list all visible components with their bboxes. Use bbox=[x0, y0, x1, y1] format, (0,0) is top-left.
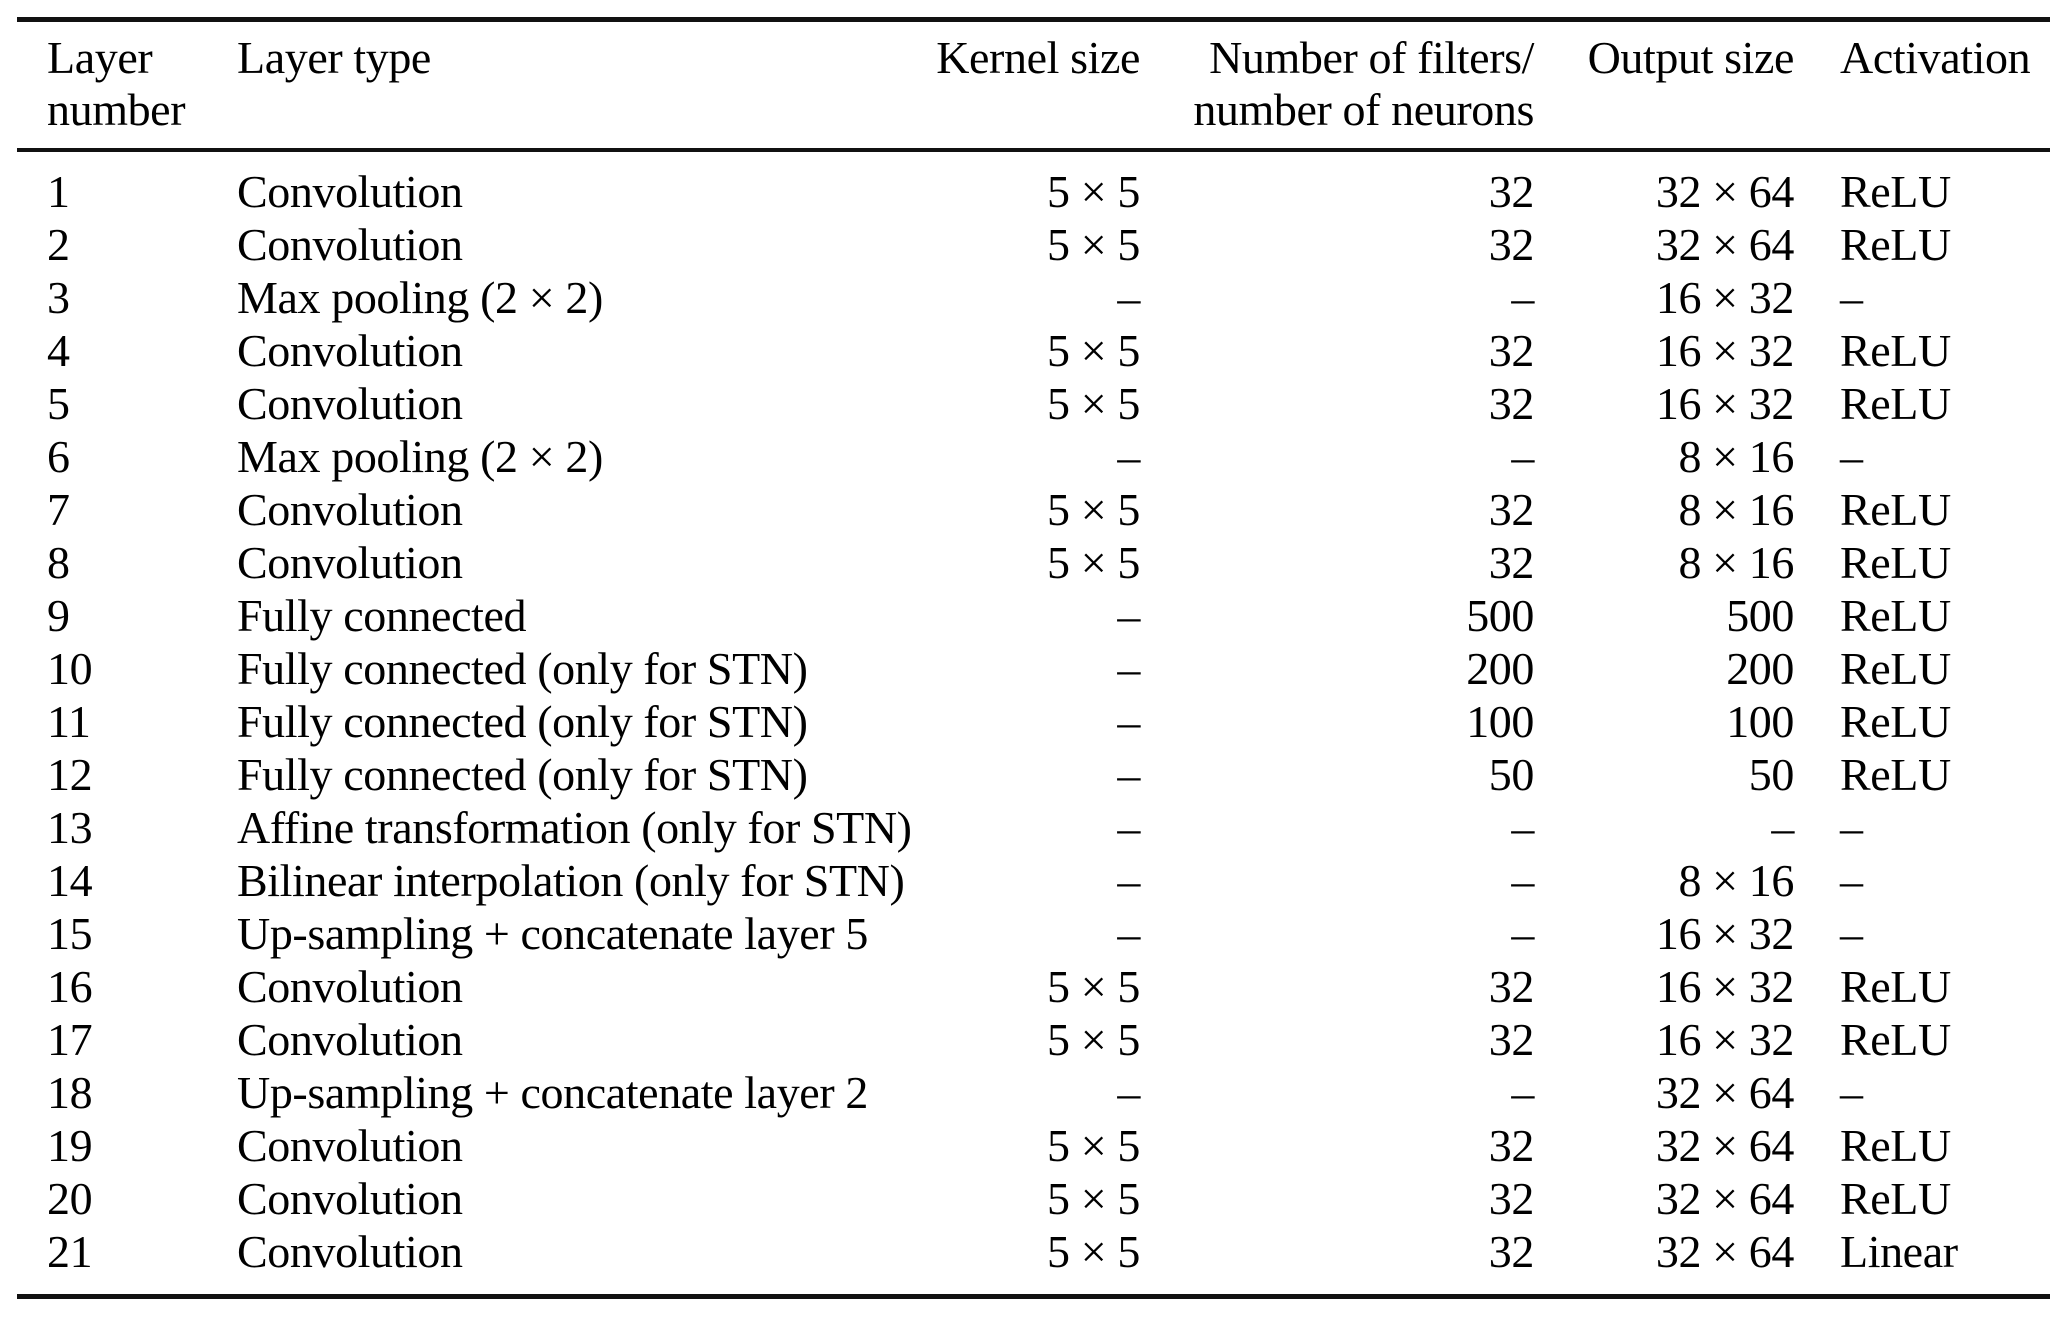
cell-num-filters: – bbox=[1511, 272, 1534, 323]
cell-num-filters: 32 bbox=[1488, 484, 1534, 535]
cell-layer-number: 7 bbox=[47, 484, 70, 535]
cell-output-size: 100 bbox=[1726, 696, 1794, 747]
column-header-num-filters bbox=[1140, 20, 1534, 151]
cell-activation: – bbox=[1840, 1067, 1863, 1118]
column-header-layer-number bbox=[17, 20, 237, 151]
cell-layer-type: Fully connected (only for STN) bbox=[237, 749, 808, 800]
cell-layer-type: Convolution bbox=[237, 378, 463, 429]
cell-activation: ReLU bbox=[1840, 643, 1951, 694]
cell-layer-type: Convolution bbox=[237, 166, 463, 217]
cell-layer-type: Convolution bbox=[237, 1014, 463, 1065]
cell-layer-number: 4 bbox=[47, 325, 70, 376]
cell-activation: ReLU bbox=[1840, 749, 1951, 800]
cell-kernel-size: – bbox=[1117, 272, 1140, 323]
cell-kernel-size: – bbox=[1117, 590, 1140, 641]
table-row bbox=[17, 377, 2050, 430]
cell-num-filters: 32 bbox=[1488, 378, 1534, 429]
cell-activation: – bbox=[1840, 802, 1863, 853]
cell-num-filters: 32 bbox=[1488, 219, 1534, 270]
cell-kernel-size: 5 × 5 bbox=[1047, 1120, 1140, 1171]
cell-activation: ReLU bbox=[1840, 537, 1951, 588]
cell-activation: ReLU bbox=[1840, 378, 1951, 429]
table-row bbox=[17, 801, 2050, 854]
cell-kernel-size: 5 × 5 bbox=[1047, 219, 1140, 270]
cell-activation: – bbox=[1840, 855, 1863, 906]
column-header-output-size bbox=[1534, 20, 1794, 151]
cell-activation: ReLU bbox=[1840, 325, 1951, 376]
cell-activation: ReLU bbox=[1840, 166, 1951, 217]
column-header-layer-type bbox=[237, 20, 900, 151]
table-row bbox=[17, 1013, 2050, 1066]
table-row bbox=[17, 218, 2050, 271]
cell-layer-number: 11 bbox=[47, 696, 91, 747]
cell-output-size: 32 × 64 bbox=[1655, 1226, 1794, 1277]
cell-activation: ReLU bbox=[1840, 590, 1951, 641]
cell-num-filters: 500 bbox=[1466, 590, 1534, 641]
header-line: number of neurons bbox=[1193, 84, 1534, 135]
cell-layer-number: 21 bbox=[47, 1226, 93, 1277]
cell-layer-number: 3 bbox=[47, 272, 70, 323]
cell-kernel-size: 5 × 5 bbox=[1047, 961, 1140, 1012]
table-row bbox=[17, 695, 2050, 748]
cell-num-filters: 32 bbox=[1488, 1173, 1534, 1224]
cell-num-filters: – bbox=[1511, 908, 1534, 959]
header-line: Output size bbox=[1587, 32, 1794, 83]
cell-output-size: 500 bbox=[1726, 590, 1794, 641]
cell-activation: ReLU bbox=[1840, 219, 1951, 270]
column-header-activation bbox=[1794, 20, 2050, 151]
cell-output-size: 8 × 16 bbox=[1678, 431, 1794, 482]
cell-activation: ReLU bbox=[1840, 1173, 1951, 1224]
cell-kernel-size: 5 × 5 bbox=[1047, 325, 1140, 376]
table-row bbox=[17, 589, 2050, 642]
table-row bbox=[17, 483, 2050, 536]
cell-layer-type: Convolution bbox=[237, 537, 463, 588]
cell-layer-number: 16 bbox=[47, 961, 93, 1012]
cell-kernel-size: 5 × 5 bbox=[1047, 378, 1140, 429]
cell-kernel-size: – bbox=[1117, 1067, 1140, 1118]
cell-output-size: 32 × 64 bbox=[1655, 166, 1794, 217]
cell-num-filters: 50 bbox=[1488, 749, 1534, 800]
cell-activation: ReLU bbox=[1840, 1014, 1951, 1065]
table-row bbox=[17, 150, 2050, 218]
column-header-kernel-size bbox=[900, 20, 1140, 151]
cell-kernel-size: 5 × 5 bbox=[1047, 484, 1140, 535]
table-row bbox=[17, 642, 2050, 695]
table-row bbox=[17, 1066, 2050, 1119]
cell-layer-type: Convolution bbox=[237, 325, 463, 376]
table-row bbox=[17, 324, 2050, 377]
cell-layer-number: 15 bbox=[47, 908, 93, 959]
cell-num-filters: 32 bbox=[1488, 1226, 1534, 1277]
cell-kernel-size: 5 × 5 bbox=[1047, 1014, 1140, 1065]
cell-layer-type: Fully connected (only for STN) bbox=[237, 643, 808, 694]
cell-num-filters: – bbox=[1511, 855, 1534, 906]
cell-num-filters: 32 bbox=[1488, 537, 1534, 588]
cell-kernel-size: – bbox=[1117, 855, 1140, 906]
cell-kernel-size: – bbox=[1117, 696, 1140, 747]
cell-layer-number: 20 bbox=[47, 1173, 93, 1224]
cell-layer-number: 10 bbox=[47, 643, 93, 694]
cell-num-filters: 200 bbox=[1466, 643, 1534, 694]
table-row bbox=[17, 1172, 2050, 1225]
table-row bbox=[17, 907, 2050, 960]
header-line: Kernel size bbox=[936, 32, 1140, 83]
cell-layer-type: Fully connected (only for STN) bbox=[237, 696, 808, 747]
cell-output-size: 16 × 32 bbox=[1655, 1014, 1794, 1065]
cell-kernel-size: – bbox=[1117, 643, 1140, 694]
table-row bbox=[17, 1119, 2050, 1172]
cell-activation: ReLU bbox=[1840, 484, 1951, 535]
cell-layer-type: Convolution bbox=[237, 219, 463, 270]
table-row bbox=[17, 960, 2050, 1013]
cell-layer-number: 13 bbox=[47, 802, 93, 853]
cell-layer-type: Convolution bbox=[237, 484, 463, 535]
cell-output-size: 200 bbox=[1726, 643, 1794, 694]
cell-output-size: 16 × 32 bbox=[1655, 378, 1794, 429]
cell-activation: Linear bbox=[1840, 1226, 1958, 1277]
cell-layer-type: Up-sampling + concatenate layer 2 bbox=[237, 1067, 868, 1118]
cell-layer-number: 8 bbox=[47, 537, 70, 588]
header-line: Number of filters/ bbox=[1209, 32, 1534, 83]
table-row bbox=[17, 1225, 2050, 1297]
cell-layer-type: Convolution bbox=[237, 1173, 463, 1224]
cell-activation: – bbox=[1840, 272, 1863, 323]
cell-layer-type: Convolution bbox=[237, 961, 463, 1012]
cell-layer-type: Up-sampling + concatenate layer 5 bbox=[237, 908, 868, 959]
cell-output-size: 32 × 64 bbox=[1655, 219, 1794, 270]
cell-output-size: 16 × 32 bbox=[1655, 961, 1794, 1012]
cell-layer-number: 12 bbox=[47, 749, 93, 800]
cell-layer-number: 1 bbox=[47, 166, 70, 217]
cell-kernel-size: 5 × 5 bbox=[1047, 537, 1140, 588]
cell-output-size: 8 × 16 bbox=[1678, 855, 1794, 906]
header-row bbox=[17, 20, 2050, 151]
cell-activation: ReLU bbox=[1840, 1120, 1951, 1171]
cell-num-filters: 32 bbox=[1488, 166, 1534, 217]
header-line: Layer type bbox=[237, 32, 431, 83]
header-line: Layer bbox=[47, 32, 153, 83]
cell-layer-type: Fully connected bbox=[237, 590, 527, 641]
header-line: number bbox=[47, 84, 186, 135]
cell-output-size: 16 × 32 bbox=[1655, 272, 1794, 323]
cell-layer-type: Affine transformation (only for STN) bbox=[237, 802, 912, 853]
cell-num-filters: 32 bbox=[1488, 1014, 1534, 1065]
cell-kernel-size: – bbox=[1117, 431, 1140, 482]
table-row bbox=[17, 854, 2050, 907]
cell-activation: ReLU bbox=[1840, 961, 1951, 1012]
cell-kernel-size: – bbox=[1117, 908, 1140, 959]
cell-output-size: 32 × 64 bbox=[1655, 1120, 1794, 1171]
cell-kernel-size: 5 × 5 bbox=[1047, 1226, 1140, 1277]
cell-num-filters: 32 bbox=[1488, 1120, 1534, 1171]
cell-output-size: 16 × 32 bbox=[1655, 325, 1794, 376]
cell-kernel-size: – bbox=[1117, 802, 1140, 853]
cell-output-size: 8 × 16 bbox=[1678, 484, 1794, 535]
cell-layer-number: 2 bbox=[47, 219, 70, 270]
cell-num-filters: 32 bbox=[1488, 325, 1534, 376]
table-body bbox=[17, 150, 2050, 1297]
cell-layer-number: 17 bbox=[47, 1014, 93, 1065]
cell-activation: ReLU bbox=[1840, 696, 1951, 747]
cell-layer-type: Convolution bbox=[237, 1226, 463, 1277]
cell-kernel-size: 5 × 5 bbox=[1047, 1173, 1140, 1224]
cell-num-filters: – bbox=[1511, 802, 1534, 853]
table-row bbox=[17, 536, 2050, 589]
table-container bbox=[17, 17, 2050, 1299]
cell-output-size: 16 × 32 bbox=[1655, 908, 1794, 959]
cell-layer-number: 19 bbox=[47, 1120, 93, 1171]
table-row bbox=[17, 748, 2050, 801]
cell-layer-type: Bilinear interpolation (only for STN) bbox=[237, 855, 905, 906]
cell-layer-number: 6 bbox=[47, 431, 70, 482]
cell-num-filters: – bbox=[1511, 1067, 1534, 1118]
cell-layer-number: 18 bbox=[47, 1067, 93, 1118]
network-architecture-table bbox=[17, 17, 2050, 1299]
cell-layer-number: 14 bbox=[47, 855, 93, 906]
table-row bbox=[17, 271, 2050, 324]
cell-kernel-size: 5 × 5 bbox=[1047, 166, 1140, 217]
cell-layer-type: Max pooling (2 × 2) bbox=[237, 431, 603, 482]
cell-layer-type: Max pooling (2 × 2) bbox=[237, 272, 603, 323]
cell-output-size: 32 × 64 bbox=[1655, 1067, 1794, 1118]
cell-num-filters: 100 bbox=[1466, 696, 1534, 747]
cell-kernel-size: – bbox=[1117, 749, 1140, 800]
header-line: Activation bbox=[1840, 32, 2031, 83]
cell-activation: – bbox=[1840, 431, 1863, 482]
cell-layer-number: 5 bbox=[47, 378, 70, 429]
cell-activation: – bbox=[1840, 908, 1863, 959]
table-row bbox=[17, 430, 2050, 483]
cell-layer-type: Convolution bbox=[237, 1120, 463, 1171]
cell-output-size: – bbox=[1771, 802, 1794, 853]
cell-output-size: 8 × 16 bbox=[1678, 537, 1794, 588]
cell-output-size: 50 bbox=[1748, 749, 1794, 800]
cell-layer-number: 9 bbox=[47, 590, 70, 641]
cell-output-size: 32 × 64 bbox=[1655, 1173, 1794, 1224]
cell-num-filters: – bbox=[1511, 431, 1534, 482]
table-header bbox=[17, 20, 2050, 151]
cell-num-filters: 32 bbox=[1488, 961, 1534, 1012]
